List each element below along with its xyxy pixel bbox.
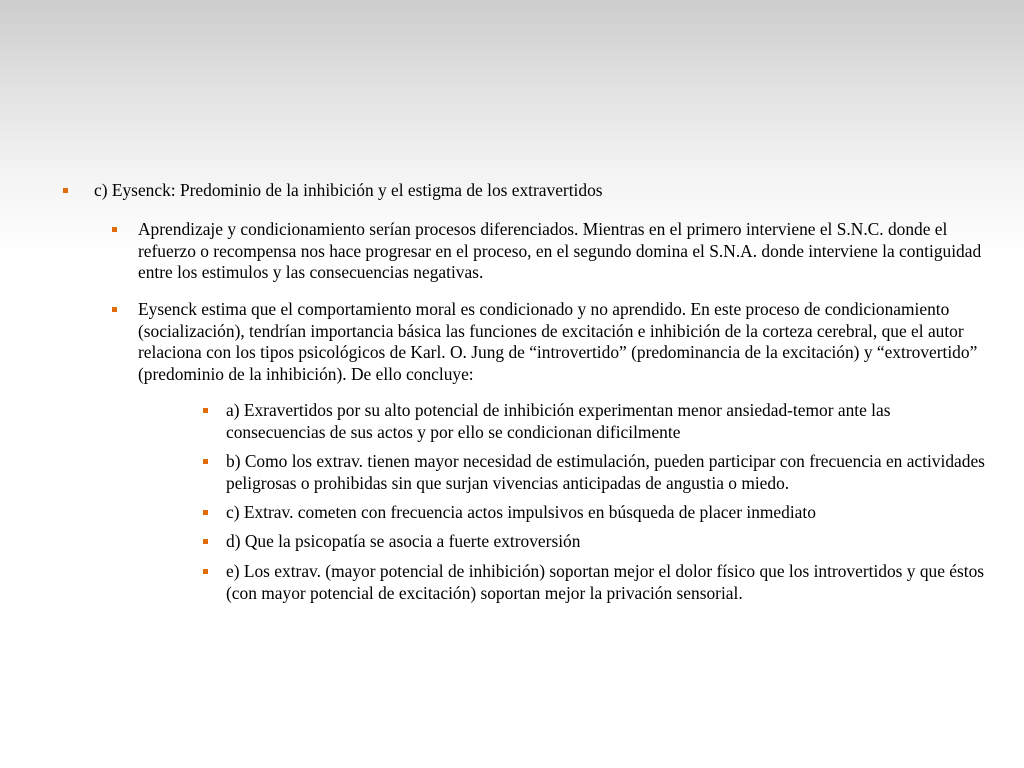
square-bullet-icon <box>112 307 117 312</box>
bullet-text: e) Los extrav. (mayor potencial de inhibición) soportan mejor el dolor físico que los introvertidos y que éstos (con mayor potencial de excitación) soportan mejor la privación sensorial. <box>226 561 985 603</box>
bullet-item-c <box>226 502 986 524</box>
bullet-text: b) Como los extrav. tienen mayor necesidad de estimulación, pueden participar con frecuencia en actividades peligrosas o prohibidas sin que surjan vivencias anticipadas de angustia o miedo. <box>226 451 985 493</box>
bullet-text: c) Eysenck: Predominio de la inhibición y el estigma de los extravertidos <box>94 180 603 200</box>
bullet-text: a) Exravertidos por su alto potencial de inhibición experimentan menor ansiedad-temor ante las consecuencias de sus actos y por ello se condicionan dificilmente <box>226 400 891 442</box>
square-bullet-icon <box>203 569 208 574</box>
bullet-item-aprendizaje <box>138 219 988 284</box>
bullet-item-eysenck-estima <box>138 299 988 385</box>
bullet-text: c) Extrav. cometen con frecuencia actos impulsivos en búsqueda de placer inmediato <box>226 502 816 522</box>
square-bullet-icon <box>63 188 68 193</box>
square-bullet-icon <box>203 408 208 413</box>
bullet-item-d <box>226 531 986 553</box>
bullet-item-a <box>226 400 986 443</box>
bullet-text: Eysenck estima que el comportamiento moral es condicionado y no aprendido. En este proceso de condicionamiento (socialización), tendrían importancia básica las funciones de excitación e inhibición de la corteza cerebral, que el autor relaciona con los tipos psicológicos de Karl. O. Jung de “introvertido” (predominancia de la excitación) y “extrovertido” (predominio de la inhibición). De ello concluye: <box>138 299 978 384</box>
bullet-item-heading <box>94 180 994 202</box>
bullet-text: d) Que la psicopatía se asocia a fuerte extroversión <box>226 531 581 551</box>
square-bullet-icon <box>203 510 208 515</box>
bullet-item-b <box>226 451 986 494</box>
square-bullet-icon <box>203 539 208 544</box>
bullet-item-e <box>226 561 986 604</box>
square-bullet-icon <box>112 227 117 232</box>
square-bullet-icon <box>203 459 208 464</box>
bullet-text: Aprendizaje y condicionamiento serían procesos diferenciados. Mientras en el primero interviene el S.N.C. donde el refuerzo o recompensa nos hace progresar en el proceso, en el segundo domina el S.N.A. donde interviene la contiguidad entre los estimulos y las consecuencias negativas. <box>138 219 982 282</box>
